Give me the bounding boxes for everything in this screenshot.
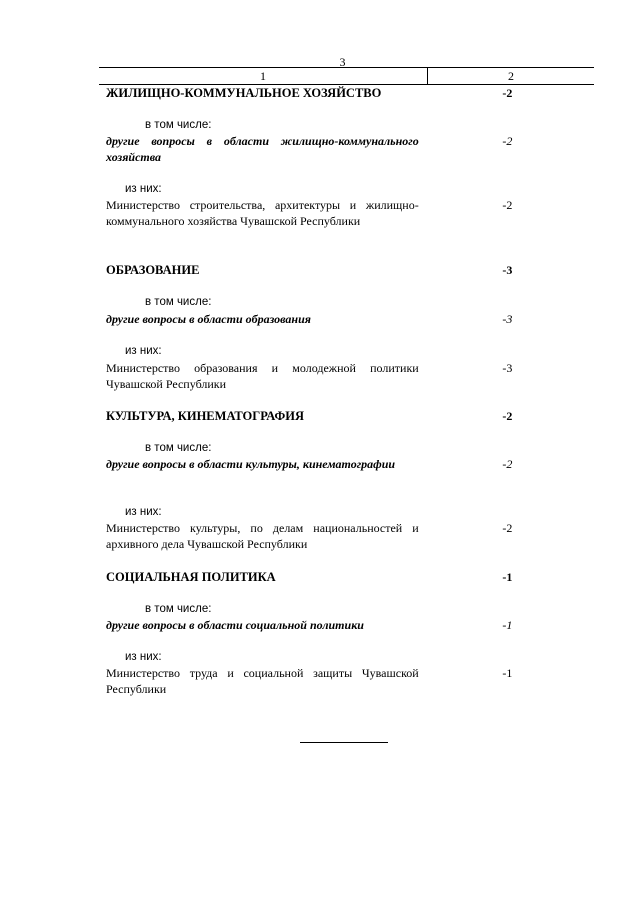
subsection-title: другие вопросы в области жилищно-коммунального хозяйства (106, 134, 419, 164)
note-label: в том числе: (145, 119, 212, 131)
note-label: в том числе: (145, 603, 212, 615)
table-row (99, 117, 594, 133)
note-label: из них: (125, 506, 162, 518)
note-label: в том числе: (145, 442, 212, 454)
section-value: -2 (502, 86, 513, 100)
ministry-name: Министерство образования и молодежной политики Чувашской Республики (106, 361, 419, 391)
table-row (99, 360, 594, 392)
note-value (419, 343, 594, 359)
header-col-1: 1 (99, 68, 428, 84)
ministry-name: Министерство культуры, по делам национальностей и архивного дела Чувашской Республики (106, 521, 419, 551)
table-row (99, 197, 594, 229)
section-value: -3 (502, 263, 513, 277)
budget-table (99, 67, 594, 696)
table-row (99, 649, 594, 665)
table-row (99, 262, 594, 278)
section-title: ОБРАЗОВАНИЕ (106, 263, 200, 277)
subsection-title: другие вопросы в области социальной политики (106, 618, 364, 632)
table-row (99, 133, 594, 165)
ministry-value: -3 (502, 361, 513, 375)
ministry-name: Министерство труда и социальной защиты Чувашской Республики (106, 666, 419, 696)
subsection-value: -2 (502, 457, 513, 471)
table-row (99, 569, 594, 585)
table-row (99, 665, 594, 697)
note-value (419, 504, 594, 520)
note-label: в том числе: (145, 296, 212, 308)
section-value: -2 (502, 409, 513, 423)
table-header (99, 67, 594, 85)
table-row (99, 343, 594, 359)
table-row (99, 617, 594, 633)
note-value (419, 440, 594, 456)
ministry-value: -1 (502, 666, 513, 680)
subsection-title: другие вопросы в области культуры, кинематографии (106, 457, 396, 471)
note-value (419, 181, 594, 197)
section-title: КУЛЬТУРА, КИНЕМАТОГРАФИЯ (106, 409, 304, 423)
subsection-value: -2 (502, 134, 513, 148)
section-title: ЖИЛИЩНО-КОММУНАЛЬНОЕ ХОЗЯЙСТВО (106, 86, 382, 100)
header-col-2: 2 (508, 69, 514, 83)
section-value: -1 (502, 570, 513, 584)
table-row (99, 294, 594, 310)
section-title: СОЦИАЛЬНАЯ ПОЛИТИКА (106, 570, 276, 584)
note-value (419, 601, 594, 617)
subsection-value: -1 (502, 618, 513, 632)
subsection-value: -3 (502, 312, 513, 326)
note-value (419, 649, 594, 665)
ministry-value: -2 (502, 198, 513, 212)
table-row (99, 181, 594, 197)
table-row (99, 504, 594, 520)
note-value (419, 294, 594, 310)
note-label: из них: (125, 651, 162, 663)
note-value (419, 117, 594, 133)
note-label: из них: (125, 345, 162, 357)
table-row (99, 601, 594, 617)
table-row (99, 408, 594, 424)
table-row (99, 456, 594, 472)
subsection-title: другие вопросы в области образования (106, 312, 311, 326)
end-of-document-line (300, 742, 388, 743)
table-row (99, 440, 594, 456)
ministry-name: Министерство строительства, архитектуры и жилищно-коммунального хозяйства Чувашской Республики (106, 198, 419, 228)
ministry-value: -2 (502, 521, 513, 535)
page-number: 3 (339, 55, 346, 69)
table-row (99, 85, 594, 101)
note-label: из них: (125, 183, 162, 195)
table-row (99, 311, 594, 327)
table-row (99, 520, 594, 552)
